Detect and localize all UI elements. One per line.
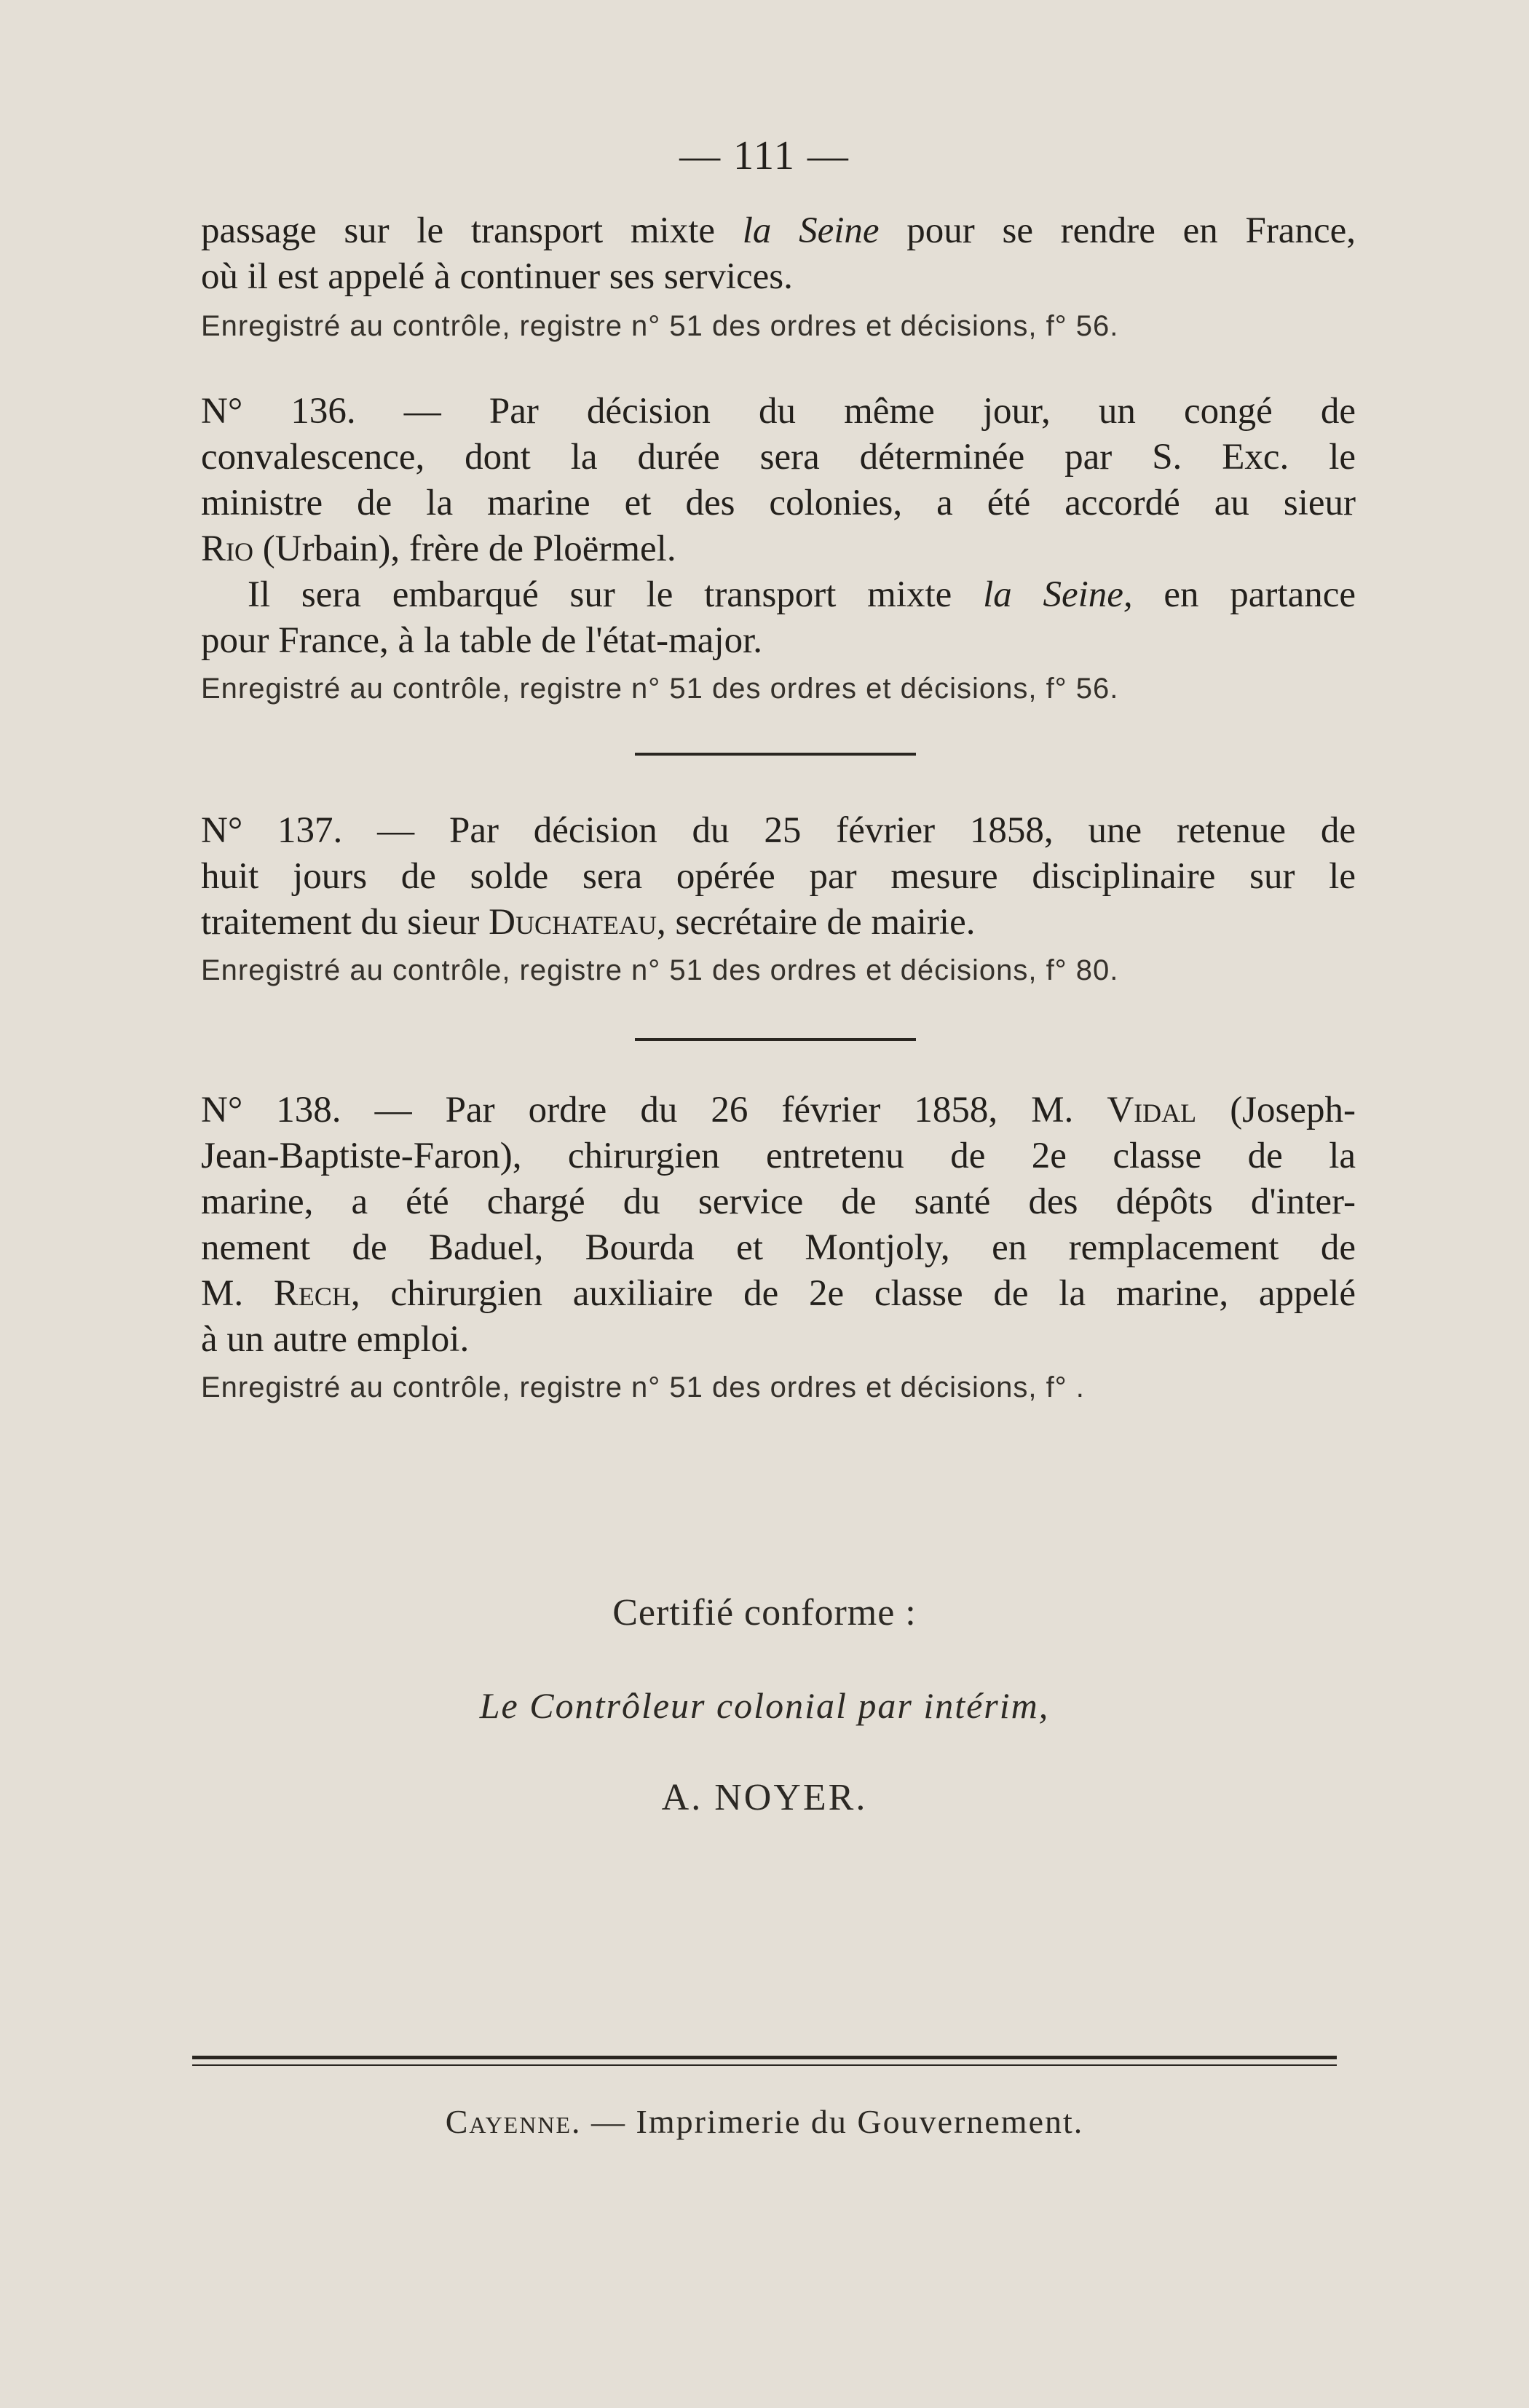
text-line: à un autre emploi. — [201, 1319, 470, 1360]
text-line: passage sur le transport mixte la Seine pour se rendre en France, — [201, 210, 1356, 251]
text-line: nement de Baduel, Bourda et Montjoly, en remplacement de — [201, 1227, 1356, 1268]
text-line: Rio (Urbain), frère de Ploërmel. — [201, 528, 676, 569]
registration-note: Enregistré au contrôle, registre n° 51 des ordres et décisions, f° . — [201, 1371, 1085, 1403]
decision-137 — [201, 808, 1356, 991]
decision-138 — [201, 1088, 1356, 1408]
decision-136 — [201, 389, 1356, 709]
registration-note: Enregistré au contrôle, registre n° 51 des ordres et décisions, f° 80. — [201, 954, 1119, 986]
registration-note: Enregistré au contrôle, registre n° 51 des ordres et décisions, f° 56. — [201, 673, 1119, 705]
page-number: — 111 — — [679, 133, 850, 178]
colophon-place: Cayenne. — [445, 2103, 582, 2140]
text-line: traitement du sieur Duchateau, secrétaire de mairie. — [201, 902, 976, 943]
section-divider — [635, 1038, 916, 1041]
certification-line: Certifié conforme : — [612, 1592, 917, 1633]
footer-rule-thin — [192, 2064, 1337, 2066]
text-line: où il est appelé à continuer ses services. — [201, 256, 793, 297]
text-line: N° 138. — Par ordre du 26 février 1858, M. Vidal (Joseph- — [201, 1090, 1356, 1130]
text-line: convalescence, dont la durée sera déterminée par S. Exc. le — [201, 437, 1356, 478]
controller-title: Le Contrôleur colonial par intérim, — [479, 1685, 1050, 1726]
signature-name: A. NOYER. — [661, 1777, 868, 1818]
footer-rule — [192, 2056, 1337, 2059]
text-line: N° 137. — Par décision du 25 février 1858, une retenue de — [201, 810, 1356, 851]
registration-note: Enregistré au contrôle, registre n° 51 des ordres et décisions, f° 56. — [201, 310, 1119, 342]
text-line: pour France, à la table de l'état-major. — [201, 620, 763, 661]
text-line: huit jours de solde sera opérée par mesure disciplinaire sur le — [201, 856, 1356, 897]
colophon-text: — Imprimerie du Gouvernement. — [581, 2103, 1084, 2140]
text-line: ministre de la marine et des colonies, a été accordé au sieur — [201, 483, 1356, 523]
text-line: Il sera embarqué sur le transport mixte la Seine, en partance — [248, 574, 1356, 615]
intro-paragraph — [201, 208, 1356, 346]
section-divider — [635, 753, 916, 756]
text-line: M. Rech, chirurgien auxiliaire de 2e classe de la marine, appelé — [201, 1273, 1356, 1314]
text-line: marine, a été chargé du service de santé des dépôts d'inter- — [201, 1181, 1356, 1222]
text-line: Jean-Baptiste-Faron), chirurgien entretenu de 2e classe de la — [201, 1136, 1356, 1176]
text-line: N° 136. — Par décision du même jour, un congé de — [201, 391, 1356, 432]
printer-colophon — [0, 2102, 1529, 2141]
